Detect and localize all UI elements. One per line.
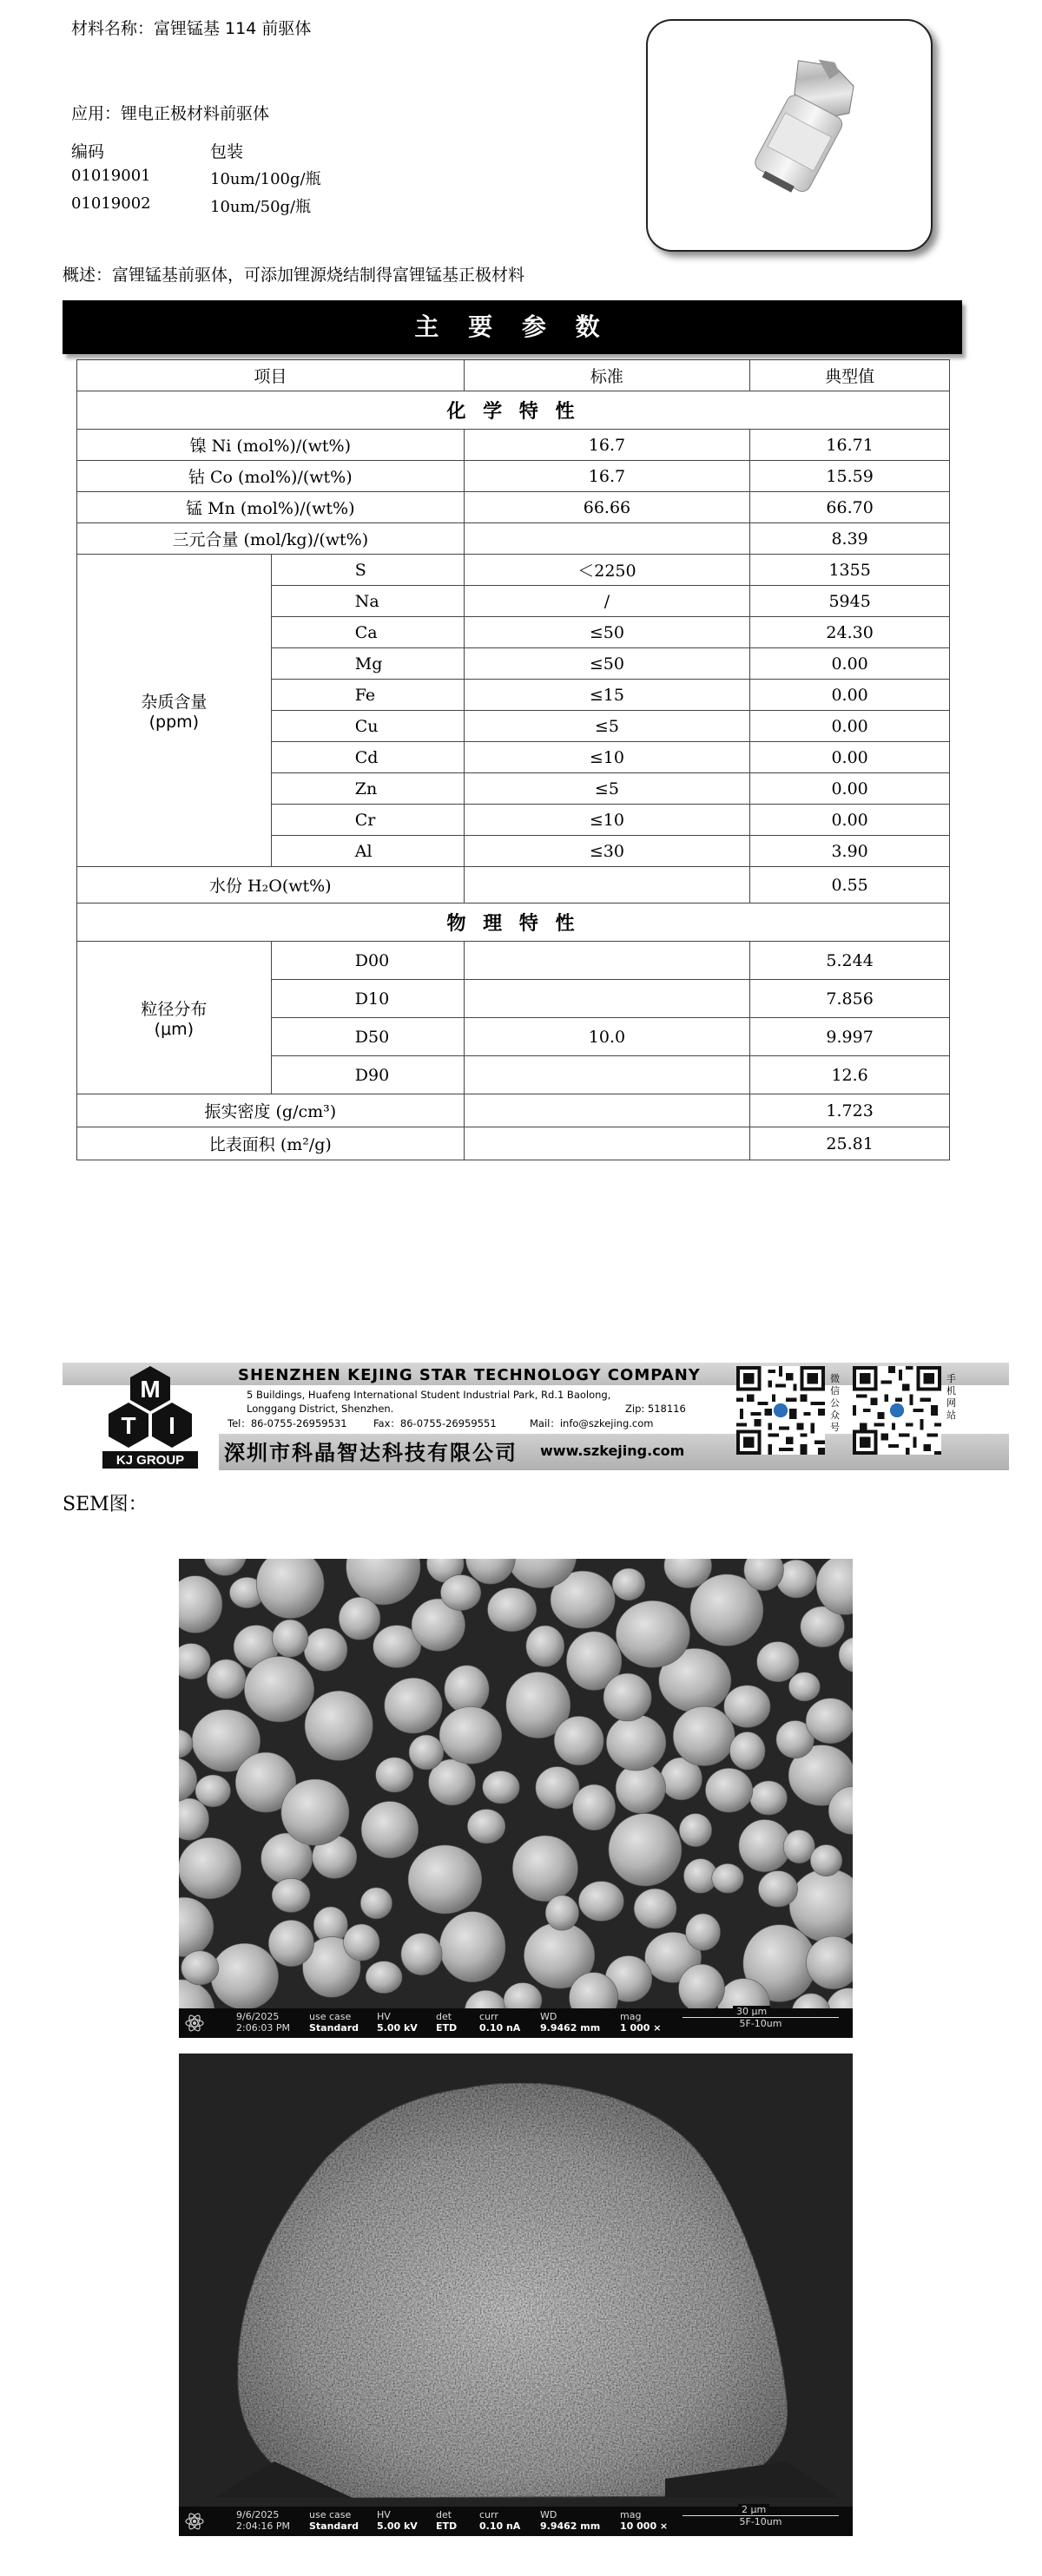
psd-unit: (μm) <box>154 1020 195 1039</box>
sem-particle <box>554 1716 603 1764</box>
sem-usecase: Standard <box>309 2022 359 2034</box>
sem-particle <box>783 1830 814 1863</box>
row-item: 三元合量 (mol/kg)/(wt%) <box>77 523 465 555</box>
sem-det-label: det <box>436 2509 452 2520</box>
params-table <box>76 359 950 1160</box>
table-header-row <box>77 360 950 391</box>
impurity-element: Zn <box>271 773 464 805</box>
product-bottle-image <box>648 21 933 252</box>
material-name: 材料名称：富锂锰基 114 前驱体 <box>71 19 312 38</box>
sem-particle <box>578 1882 623 1922</box>
row-standard: ≤15 <box>464 680 750 711</box>
atom-icon <box>184 2013 205 2034</box>
package-header: 包装 <box>210 142 244 161</box>
table-row <box>77 942 950 980</box>
logo-letter-left: T <box>121 1412 136 1439</box>
sem-particle <box>612 1568 645 1600</box>
sem-time: 2:04:16 PM <box>236 2520 291 2532</box>
row-item: 钴 Co (mol%)/(wt%) <box>77 461 465 492</box>
row-typical: 8.39 <box>750 523 950 555</box>
sem-particle <box>344 1924 380 1961</box>
company-name-cn: 深圳市科晶智达科技有限公司 <box>224 1441 518 1465</box>
sem-scale-bar <box>683 2504 839 2516</box>
params-banner: 主 要 参 数 <box>63 300 962 354</box>
company-address-2: Longgang District, Shenzhen. <box>247 1403 394 1415</box>
psd-label-cell <box>77 942 272 1094</box>
atom-icon <box>184 2511 205 2532</box>
sem-single-particle-image <box>179 2054 853 2507</box>
row-standard: ＜2250 <box>464 555 750 586</box>
section-physical: 物 理 特 性 <box>77 904 950 942</box>
row-typical: 0.00 <box>750 773 950 805</box>
sem-curr-label: curr <box>479 2509 498 2520</box>
sem-particle <box>408 1845 482 1914</box>
impurity-element: S <box>271 555 464 586</box>
company-address-1: 5 Buildings, Huafeng International Student Industrial Park, Rd.1 Baolong, <box>247 1389 611 1401</box>
sem-det: ETD <box>436 2022 458 2034</box>
company-name-en: SHENZHEN KEJING STAR TECHNOLOGY COMPANY <box>238 1366 701 1384</box>
sem-particle <box>705 1768 752 1812</box>
company-mail: Mail：info@szkejing.com <box>530 1417 654 1429</box>
impurity-element: Fe <box>271 680 464 711</box>
sem-particle <box>526 1626 564 1666</box>
row-typical: 66.70 <box>750 492 950 523</box>
sem-time: 2:06:03 PM <box>236 2022 291 2034</box>
sem-particle <box>788 1672 820 1701</box>
sem-particle <box>758 1871 797 1908</box>
row-typical: 0.00 <box>750 742 950 773</box>
row-item: 镍 Ni (mol%)/(wt%) <box>77 430 465 461</box>
impurity-element: Cu <box>271 711 464 742</box>
sem-det-label: det <box>436 2011 452 2022</box>
table-row <box>77 1094 950 1127</box>
sem-hv: 5.00 kV <box>377 2520 418 2532</box>
sem-particle <box>244 1656 313 1722</box>
sem-wd: 9.9462 mm <box>540 2022 601 2034</box>
sem-date: 9/6/2025 <box>236 2509 280 2520</box>
sem-particle <box>757 1642 799 1682</box>
logo-caption: KJ GROUP <box>115 1453 185 1468</box>
sem-mag-label: mag <box>620 2011 642 2022</box>
product-code: 01019001 <box>71 167 151 185</box>
sem-usecase-label: use case <box>309 2011 352 2022</box>
sem-particle <box>603 1673 651 1721</box>
psd-name: D90 <box>271 1056 464 1094</box>
row-standard: 10.0 <box>464 1018 750 1056</box>
sem-particle <box>409 1735 444 1770</box>
logo-letter-right: I <box>168 1412 175 1439</box>
sem-particle <box>401 1933 442 1975</box>
sem-particle <box>810 1844 842 1876</box>
impurity-element: Mg <box>271 648 464 680</box>
row-typical: 0.00 <box>750 680 950 711</box>
sem-particle <box>195 1775 231 1807</box>
logo-letter-top: M <box>140 1376 161 1403</box>
psd-label: 粒径分布 <box>141 1000 208 1019</box>
sem-label: 5F-10um <box>739 2018 782 2029</box>
sem-particle <box>439 1707 502 1764</box>
sem-particle <box>634 1889 676 1929</box>
product-code: 01019002 <box>71 194 151 213</box>
sem-hv: 5.00 kV <box>377 2022 418 2034</box>
company-header <box>63 1361 1009 1474</box>
sem-particle <box>439 1912 505 1982</box>
sem-title: SEM图： <box>63 1494 148 1515</box>
table-row <box>77 867 950 904</box>
sem-label: 5F-10um <box>739 2516 782 2527</box>
row-standard: ≤30 <box>464 836 750 867</box>
sem-particle <box>606 1715 666 1771</box>
row-standard <box>464 867 750 904</box>
sem-particle <box>467 1810 505 1843</box>
sem-mag-label: mag <box>620 2509 642 2520</box>
sem-scale: 2 μm <box>738 2504 769 2515</box>
sem-wd-label: WD <box>540 2011 557 2022</box>
sem-scale: 30 μm <box>733 2006 770 2017</box>
sem-particle <box>712 1863 744 1893</box>
sem-particle <box>211 1943 279 2008</box>
row-typical: 0.00 <box>750 805 950 836</box>
row-typical: 5.244 <box>750 942 950 980</box>
impurity-label-cell <box>77 555 272 867</box>
sem-det: ETD <box>436 2520 458 2532</box>
impurity-label: 杂质含量 <box>141 693 208 712</box>
psd-name: D50 <box>271 1018 464 1056</box>
row-typical: 7.856 <box>750 980 950 1018</box>
sem-particle <box>609 1813 682 1886</box>
sem-particle <box>360 1888 392 1919</box>
product-package: 10um/100g/瓶 <box>210 170 321 188</box>
sem-particle <box>545 1896 578 1930</box>
row-standard: 66.66 <box>464 492 750 523</box>
sem-particle <box>750 1781 788 1815</box>
sem-particle <box>729 1732 765 1770</box>
row-item: 锰 Mn (mol%)/(wt%) <box>77 492 465 523</box>
sem-particle <box>385 1678 443 1733</box>
sem-particle <box>488 1588 537 1632</box>
row-standard: ≤5 <box>464 773 750 805</box>
sem-particle <box>445 1666 489 1713</box>
sem-particle <box>512 1836 577 1902</box>
sem-mag: 10 000 × <box>620 2520 669 2532</box>
row-typical: 9.997 <box>750 1018 950 1056</box>
sem-particle <box>207 1659 246 1699</box>
psd-name: D00 <box>271 942 464 980</box>
sem-particle <box>361 1802 419 1858</box>
table-row <box>77 523 950 555</box>
row-standard: ≤10 <box>464 742 750 773</box>
row-standard: / <box>464 586 750 617</box>
row-typical: 24.30 <box>750 617 950 648</box>
company-tel: Tel：86-0755-26959531 <box>228 1417 347 1429</box>
table-row <box>77 1127 950 1160</box>
sem-particle <box>616 1763 665 1813</box>
sem-particle <box>686 1914 721 1950</box>
sem-particle <box>339 1597 380 1640</box>
row-typical: 0.00 <box>750 711 950 742</box>
sem-scale-bar <box>683 2006 839 2018</box>
table-row <box>77 461 950 492</box>
wechat-qr-icon <box>736 1366 825 1455</box>
sem-particle <box>483 1771 520 1804</box>
company-fax: Fax：86-0755-26959551 <box>373 1417 497 1429</box>
table-row <box>77 430 950 461</box>
section-chemical: 化 学 特 性 <box>77 391 950 430</box>
sem-wd: 9.9462 mm <box>540 2520 601 2532</box>
impurity-element: Al <box>271 836 464 867</box>
impurity-element: Cr <box>271 805 464 836</box>
sem-particle <box>616 1600 689 1667</box>
sem-image-1000x <box>179 1559 853 2038</box>
sem-particle <box>281 1779 349 1845</box>
col-typical-header: 典型值 <box>750 360 950 391</box>
sem-curr-label: curr <box>479 2011 498 2022</box>
row-typical: 0.55 <box>750 867 950 904</box>
psd-name: D10 <box>271 980 464 1018</box>
sem-particle <box>304 1628 347 1671</box>
sem-particle <box>679 1964 725 2008</box>
sem-info-bar <box>179 2008 853 2038</box>
row-typical: 25.81 <box>750 1127 950 1160</box>
row-standard: ≤5 <box>464 711 750 742</box>
impurity-element: Na <box>271 586 464 617</box>
sem-curr: 0.10 nA <box>479 2022 521 2034</box>
sem-particle <box>573 1784 616 1830</box>
col-standard-header: 标准 <box>464 360 750 391</box>
sem-curr: 0.10 nA <box>479 2520 521 2532</box>
sem-particle <box>181 1951 219 1985</box>
row-standard <box>464 1056 750 1094</box>
sem-particle <box>179 1837 241 1898</box>
row-standard <box>464 1094 750 1127</box>
sem-date: 9/6/2025 <box>236 2011 280 2022</box>
company-zip: Zip: 518116 <box>625 1403 686 1415</box>
row-typical: 1.723 <box>750 1094 950 1127</box>
sem-particle <box>806 1699 853 1744</box>
sem-particle <box>673 1706 735 1765</box>
product-package: 10um/50g/瓶 <box>210 198 312 216</box>
row-item: 水份 H₂O(wt%) <box>77 867 465 904</box>
company-website[interactable]: www.szkejing.com <box>540 1442 685 1459</box>
application-line: 应用：锂电正极材料前驱体 <box>71 104 270 123</box>
row-standard <box>464 942 750 980</box>
sem-image-10000x <box>179 2054 853 2536</box>
sem-particle <box>272 1878 310 1912</box>
product-photo <box>646 19 933 252</box>
sem-particle <box>268 1920 313 1966</box>
row-standard: ≤10 <box>464 805 750 836</box>
sem-particle <box>305 1691 373 1760</box>
table-row <box>77 492 950 523</box>
sem-info-bar <box>179 2504 853 2536</box>
mobile-site-qr-icon <box>853 1366 941 1455</box>
impurity-unit: (ppm) <box>148 713 200 732</box>
sem-mag: 1 000 × <box>620 2022 662 2034</box>
summary-text: 概述：富锂锰基前驱体，可添加锂源烧结制得富锂锰基正极材料 <box>63 266 525 285</box>
sem-particle <box>679 1814 711 1847</box>
sem-particle <box>273 1620 308 1657</box>
row-standard <box>464 1127 750 1160</box>
row-typical: 3.90 <box>750 836 950 867</box>
mobile-site-qr-label: 手机网站 <box>946 1373 956 1421</box>
row-typical: 15.59 <box>750 461 950 492</box>
wechat-qr-label: 微信公众号 <box>830 1373 840 1433</box>
row-typical: 0.00 <box>750 648 950 680</box>
row-standard <box>464 523 750 555</box>
sem-hv-label: HV <box>377 2011 391 2022</box>
row-standard: ≤50 <box>464 617 750 648</box>
sem-particle <box>739 1820 791 1872</box>
row-standard: 16.7 <box>464 461 750 492</box>
sem-usecase: Standard <box>309 2520 359 2532</box>
row-item: 比表面积 (m²/g) <box>77 1127 465 1160</box>
impurity-element: Ca <box>271 617 464 648</box>
sem-particle <box>376 1758 413 1792</box>
impurity-element: Cd <box>271 742 464 773</box>
sem-hv-label: HV <box>377 2509 391 2520</box>
mti-logo-icon <box>94 1361 207 1470</box>
col-item-header: 项目 <box>77 360 465 391</box>
code-header: 编码 <box>71 142 105 161</box>
row-typical: 5945 <box>750 586 950 617</box>
row-standard: ≤50 <box>464 648 750 680</box>
sem-particles-image <box>179 1559 853 2008</box>
sem-particle <box>440 1574 480 1610</box>
sem-particle <box>366 1962 402 1994</box>
row-standard: 16.7 <box>464 430 750 461</box>
row-standard <box>464 980 750 1018</box>
row-item: 振实密度 (g/cm³) <box>77 1094 465 1127</box>
row-typical: 16.71 <box>750 430 950 461</box>
sem-wd-label: WD <box>540 2509 557 2520</box>
row-typical: 12.6 <box>750 1056 950 1094</box>
table-row <box>77 555 950 586</box>
sem-usecase-label: use case <box>309 2509 352 2520</box>
sem-particle <box>536 1767 579 1809</box>
row-typical: 1355 <box>750 555 950 586</box>
